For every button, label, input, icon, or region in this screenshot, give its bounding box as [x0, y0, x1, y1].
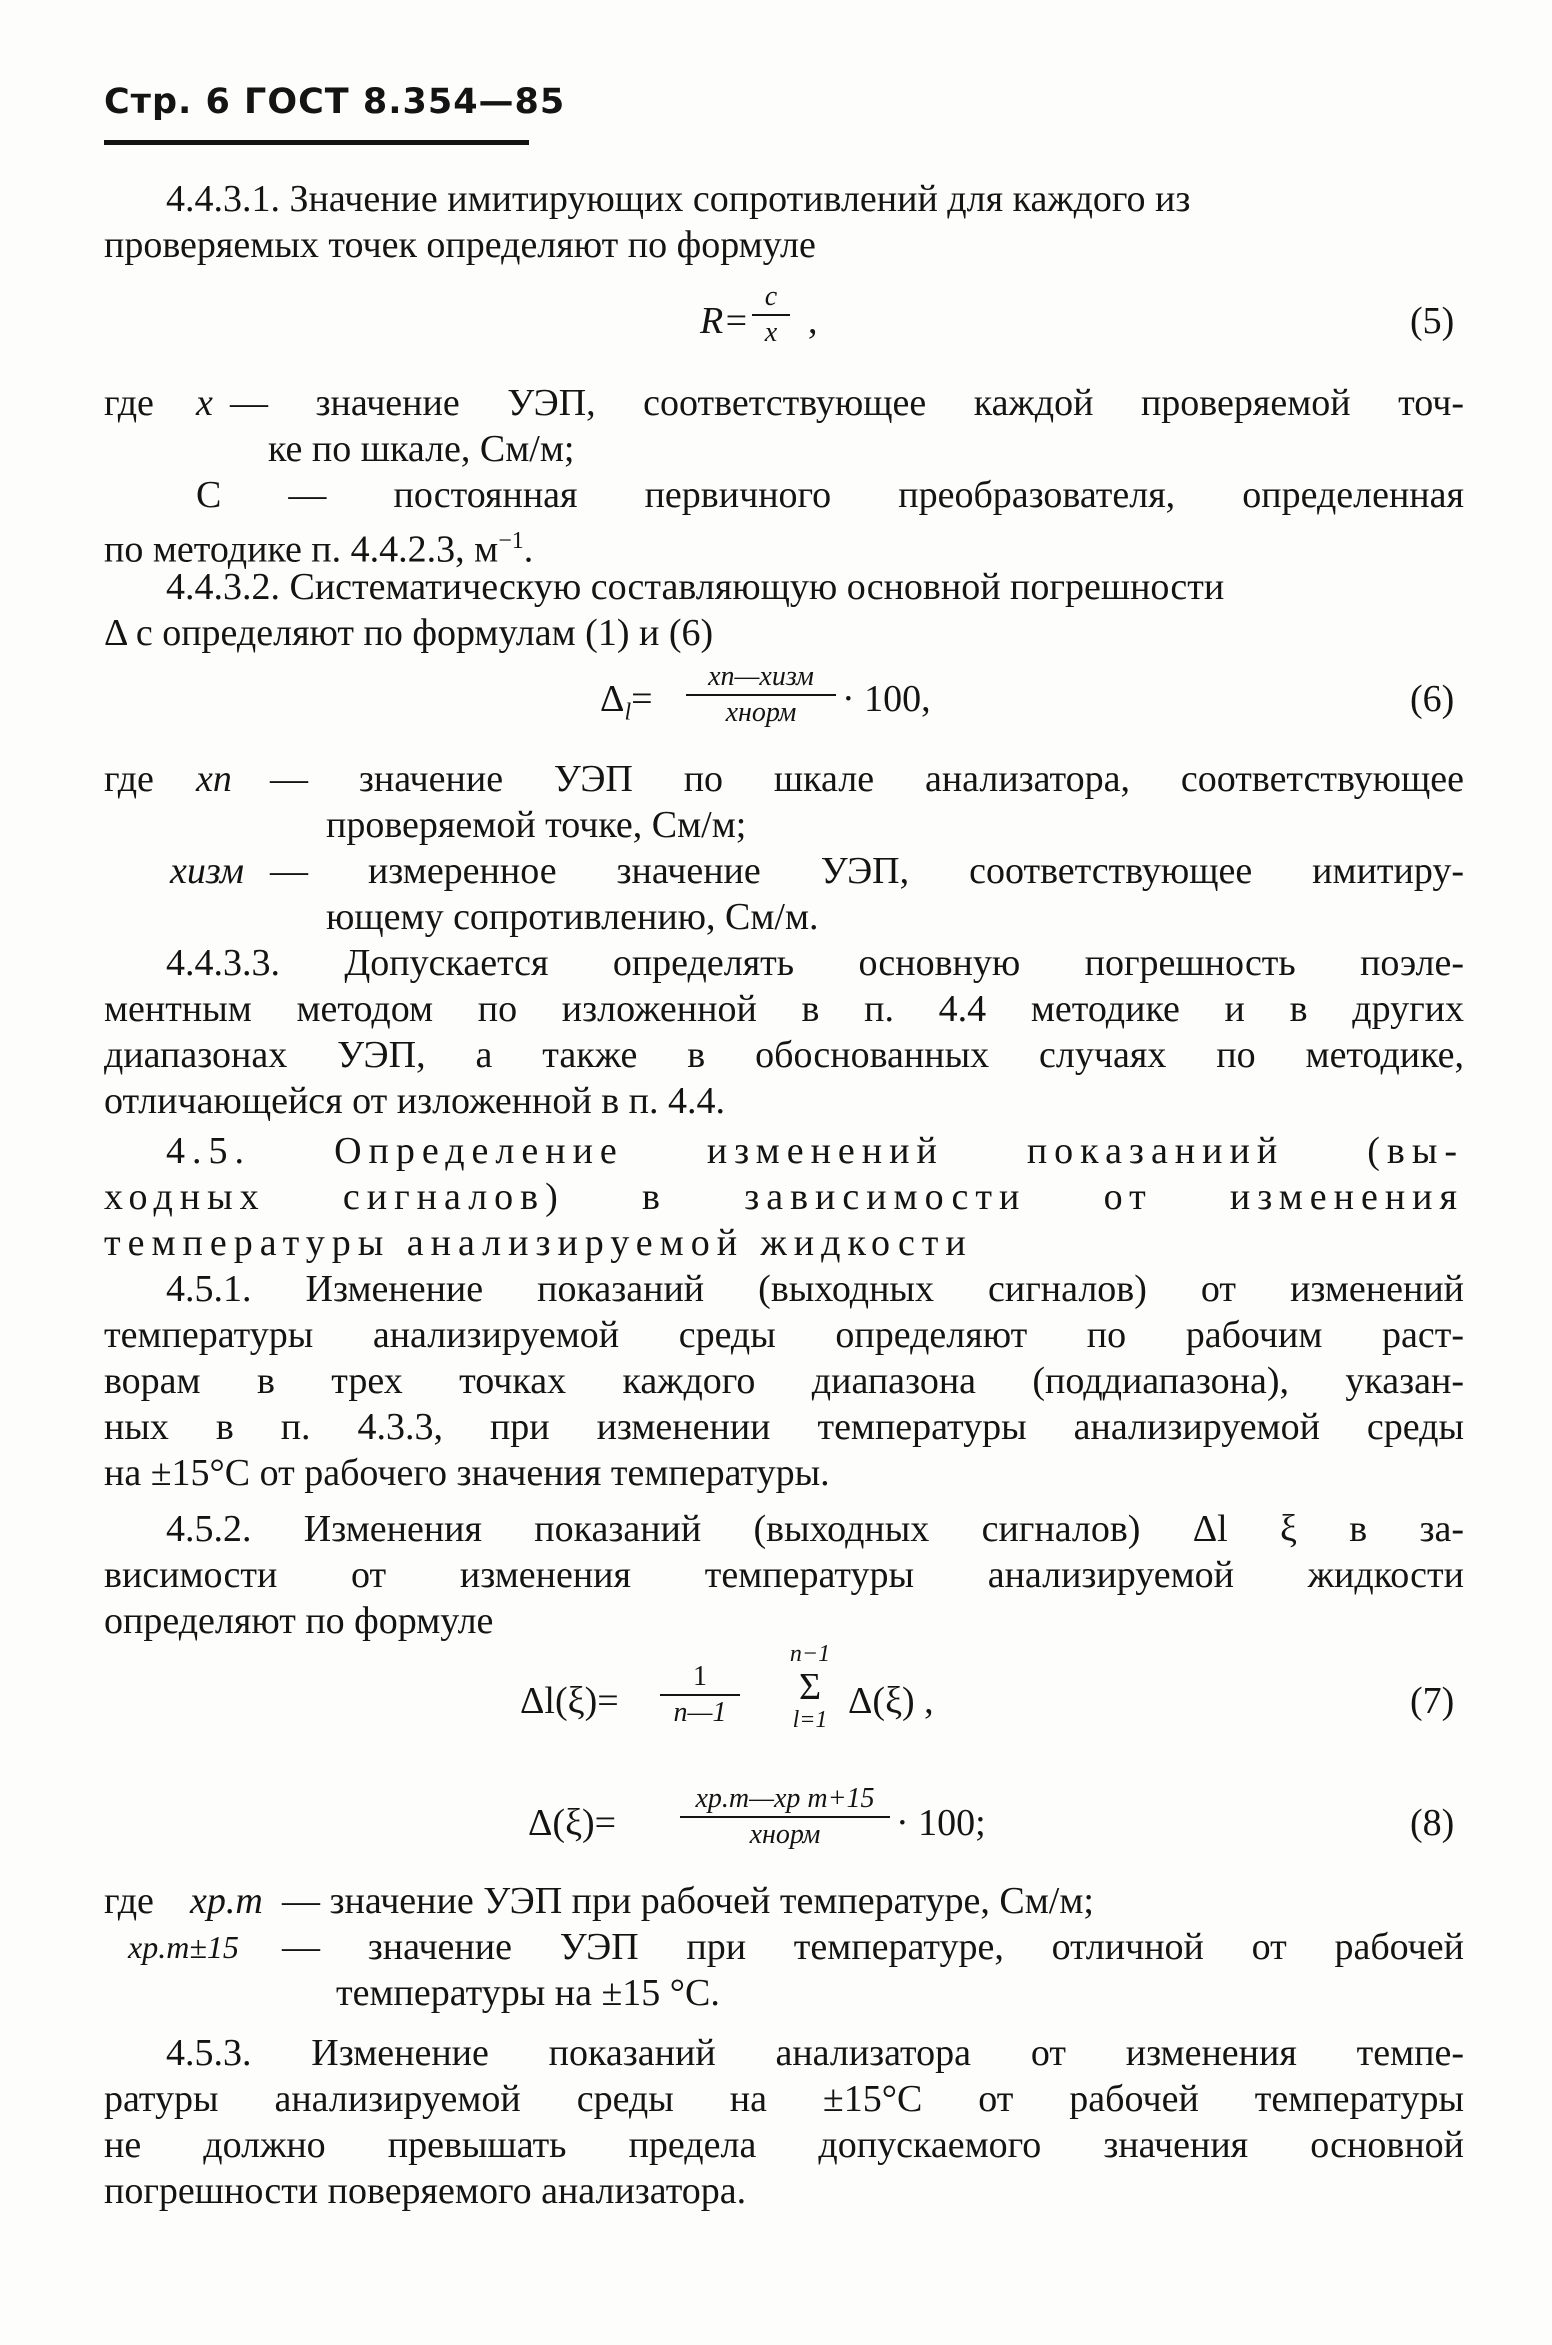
- s4432-where-desc-xp-cont: проверяемой точке, См/м;: [326, 804, 747, 846]
- s4431-line2: проверяемых точек определяют по формуле: [104, 224, 816, 266]
- s453-line2: ратуры анализируемой среды на ±15°С от рабочей температуры: [104, 2078, 1464, 2120]
- s4431-unit-exponent: −1: [498, 528, 524, 554]
- s45-heading-line2: ходных сигналов) в зависимости от изменения: [104, 1176, 1464, 1218]
- s451-line2: температуры анализируемой среды определяют по рабочим раст-: [104, 1314, 1464, 1356]
- formula-5-comma: ,: [808, 300, 818, 342]
- formula-8-numerator: xр.т—xр т+15: [695, 1783, 875, 1814]
- s452-where-desc-xrt15: — значение УЭП при температуре, отличной от рабочей: [282, 1926, 1464, 1968]
- formula-7-denominator: n—1: [673, 1697, 727, 1728]
- formula-6-number: (6): [1410, 678, 1455, 720]
- s453-line3: не должно превышать предела допускаемого значения основной: [104, 2124, 1464, 2166]
- formula-6-lhs: [600, 676, 653, 736]
- s4432-where-desc-xp: — значение УЭП по шкале анализатора, соответствующее: [270, 758, 1464, 800]
- s4431-where-label: где: [104, 382, 154, 424]
- formula-6-subscript: l: [624, 699, 632, 726]
- formula-5-fraction: [752, 280, 790, 350]
- s4433-line4: отличающейся от изложенной в п. 4.4.: [104, 1080, 726, 1122]
- delta-symbol: Δ: [600, 678, 625, 720]
- s45-heading-line1: 4.5. Определение изменений показаниий (вы-: [166, 1130, 1464, 1172]
- s452-where-desc-xrt: — значение УЭП при рабочей температуре, См/м;: [282, 1880, 1094, 1922]
- formula-7-sum-upper: n−1: [789, 1641, 831, 1667]
- formula-6-fraction: [686, 660, 836, 730]
- s4432-where-label: где: [104, 758, 154, 800]
- s45-heading-line3: температуры анализируемой жидкости: [104, 1222, 973, 1264]
- formula-7-fraction: [660, 1660, 740, 1730]
- s4431-line1: 4.4.3.1. Значение имитирующих сопротивлений для каждого из: [166, 178, 1191, 220]
- s451-line4: ных в п. 4.3.3, при изменении температуры анализируемой среды: [104, 1406, 1464, 1448]
- formula-8-tail: · 100;: [896, 1802, 986, 1844]
- formula-8-lhs: Δ(ξ)=: [528, 1802, 617, 1844]
- s4431-where-desc-c: С — постоянная первичного преобразователя, определенная: [196, 474, 1464, 516]
- s452-where-symbol-xrt15: xр.т±15: [128, 1929, 239, 1965]
- s4431-where-symbol-x: x: [196, 382, 213, 424]
- page-header: Стр. 6 ГОСТ 8.354—85: [104, 82, 566, 122]
- s4432-line1: 4.4.3.2. Систематическую составляющую основной погрешности: [166, 566, 1225, 608]
- s4432-where-symbol-xp: xп: [196, 758, 232, 800]
- s452-where-label: где: [104, 1880, 154, 1922]
- s451-line5: на ±15°С от рабочего значения температуры.: [104, 1452, 830, 1494]
- s4431-period: .: [523, 528, 534, 571]
- s452-line3: определяют по формуле: [104, 1600, 494, 1642]
- s452-where-desc-xrt15-cont: температуры на ±15 °С.: [336, 1972, 720, 2014]
- s4432-where-desc-xizm: — измеренное значение УЭП, соответствующее имитиру-: [270, 850, 1464, 892]
- s453-line1: 4.5.3. Изменение показаний анализатора от изменения темпе-: [166, 2032, 1464, 2074]
- s4431-method-ref: по методике п. 4.4.2.3, м: [104, 528, 499, 571]
- formula-8-denominator: xнорм: [749, 1819, 821, 1850]
- formula-7-sum: [780, 1640, 840, 1734]
- formula-6-denominator: xнорм: [725, 697, 797, 728]
- formula-7-numerator: 1: [693, 1661, 707, 1692]
- formula-5-numerator: c: [764, 281, 778, 312]
- s453-line4: погрешности поверяемого анализатора.: [104, 2170, 747, 2212]
- formula-7-number: (7): [1410, 1680, 1455, 1722]
- s4432-where-desc-xizm-cont: ющему сопротивлению, См/м.: [326, 896, 819, 938]
- s452-where-symbol-xrt: xр.т: [190, 1880, 263, 1922]
- formula-5-number: (5): [1410, 300, 1455, 342]
- formula-5-lhs: R=: [700, 300, 749, 342]
- formula-6-tail: · 100,: [842, 678, 931, 720]
- s4431-where-desc-x: — значение УЭП, соответствующее каждой проверяемой точ-: [230, 382, 1464, 424]
- s4432-where-symbol-xizm: xизм: [170, 850, 244, 892]
- s4431-where-desc-x-cont: ке по шкале, См/м;: [268, 428, 575, 470]
- header-rule: [104, 140, 529, 145]
- formula-5-denominator: x: [764, 317, 778, 348]
- formula-6-numerator: xп—xизм: [708, 661, 814, 692]
- s4433-line3: диапазонах УЭП, а также в обоснованных случаях по методике,: [104, 1034, 1464, 1076]
- s452-line1: 4.5.2. Изменения показаний (выходных сигналов) Δl ξ в за-: [166, 1508, 1464, 1550]
- formula-7-tail: Δ(ξ) ,: [848, 1680, 934, 1722]
- s451-line1: 4.5.1. Изменение показаний (выходных сигналов) от изменений: [166, 1268, 1464, 1310]
- equals-sign: =: [631, 678, 653, 720]
- s4433-line2: ментным методом по изложенной в п. 4.4 методике и в других: [104, 988, 1464, 1030]
- s452-line2: висимости от изменения температуры анализируемой жидкости: [104, 1554, 1464, 1596]
- s4433-line1: 4.4.3.3. Допускается определять основную погрешность поэле-: [166, 942, 1464, 984]
- s451-line3: ворам в трех точках каждого диапазона (поддиапазона), указан-: [104, 1360, 1464, 1402]
- formula-7-sum-lower: l=1: [792, 1707, 828, 1733]
- formula-8-fraction: [680, 1782, 890, 1852]
- sigma-symbol: Σ: [798, 1666, 822, 1708]
- formula-8-number: (8): [1410, 1802, 1455, 1844]
- s4432-line2: Δ с определяют по формулам (1) и (6): [104, 612, 714, 654]
- formula-7-lhs: Δl(ξ)=: [520, 1680, 619, 1722]
